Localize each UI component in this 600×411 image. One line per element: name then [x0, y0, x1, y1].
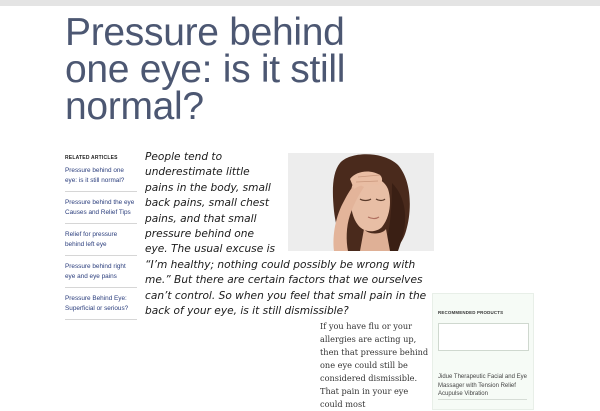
related-article-link[interactable]: Pressure behind one eye: is it still normal? [65, 167, 125, 184]
list-item [65, 294, 137, 320]
related-articles-list [65, 166, 137, 320]
recommended-products-heading: RECOMMENDED PRODUCTS [438, 310, 504, 315]
related-article-link[interactable]: Pressure Behind Eye: Superficial or serious? [65, 295, 129, 312]
product-image-placeholder[interactable] [438, 323, 529, 351]
list-item [65, 262, 137, 288]
page-title: Pressure behind one eye: is it still normal? [65, 11, 346, 128]
related-article-link[interactable]: Pressure behind the eye Causes and Relief Tips [65, 199, 135, 216]
related-articles-heading: RELATED ARTICLES [65, 155, 118, 161]
list-item [65, 166, 137, 192]
article-intro-text: People tend to underestimate little pains in the body, small back pains, small chest pains, and that small pressure behind one eye. The usual excuse is “I’m healthy; nothing could possibly be wrong with me.” But there are certain factors that we ourselves can’t control. So when you feel that small pain in the back of your eye, is it still dismissible? [145, 151, 427, 318]
list-item [65, 230, 137, 256]
related-article-link[interactable]: Relief for pressure behind left eye [65, 231, 118, 248]
article-body-text: If you have flu or your allergies are acting up, then that pressure behind one eye could still be considered dismissible. That pain in your eye could most [320, 321, 429, 409]
list-item [65, 198, 137, 224]
product-link[interactable]: Jidue Therapeutic Facial and Eye Massager with Tension Relief Acupulse Vibration [438, 374, 527, 398]
related-article-link[interactable]: Pressure behind right eye and eye pains [65, 263, 126, 280]
recommended-products-widget [432, 293, 534, 410]
woman-holding-head-photo [288, 153, 434, 251]
related-articles-sidebar [65, 155, 137, 326]
top-bar [0, 0, 600, 6]
article-intro [145, 150, 437, 319]
